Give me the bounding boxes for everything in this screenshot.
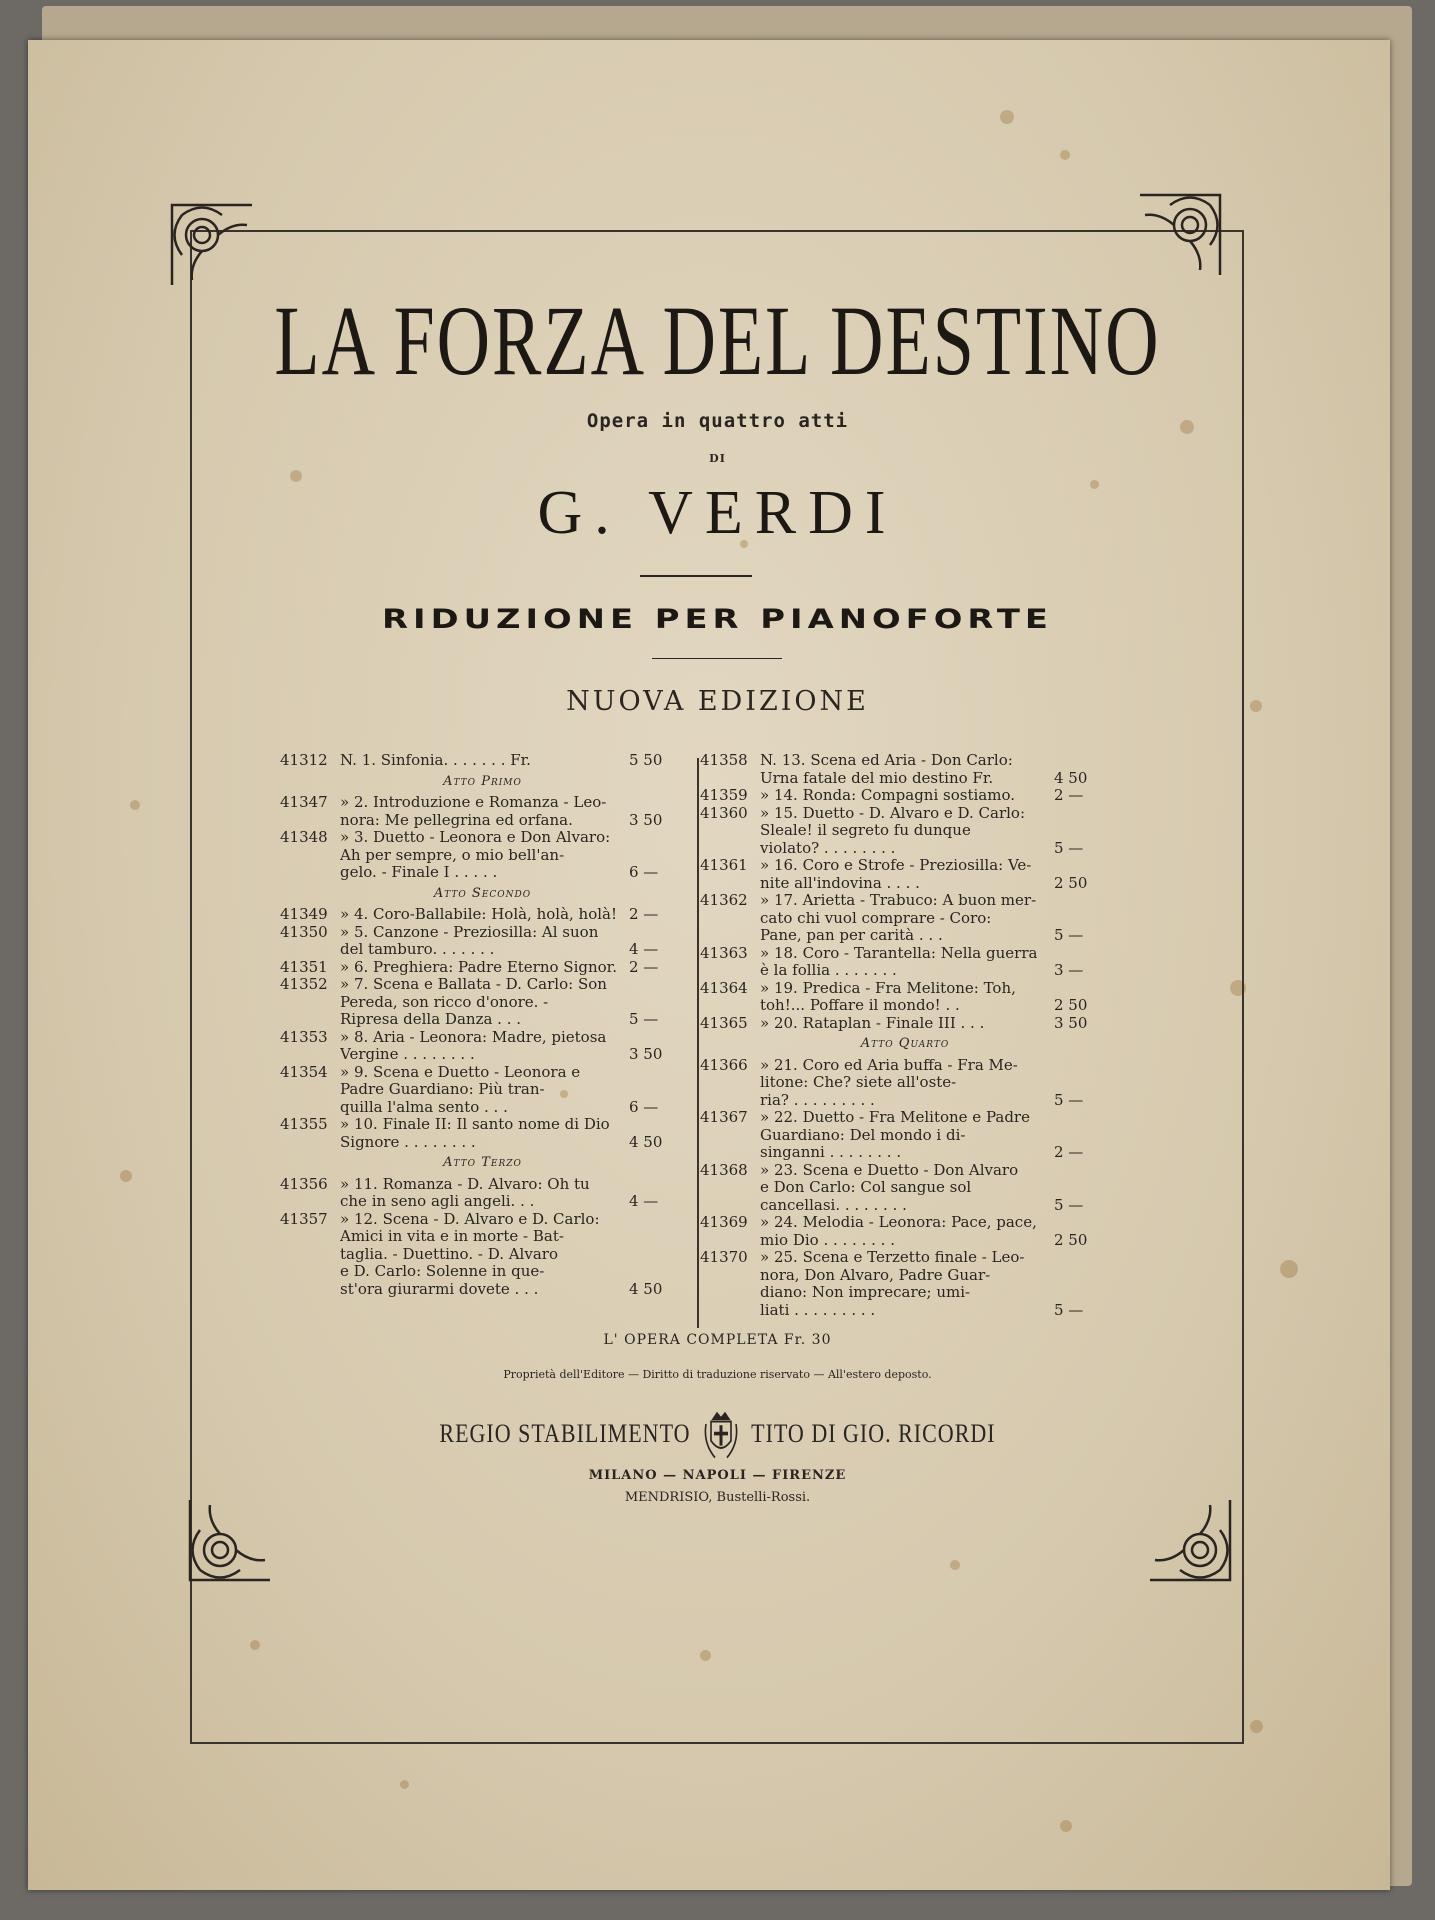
item-text: cato chi vuol comprare - Coro: <box>760 909 992 927</box>
item-line <box>760 840 1110 858</box>
catalog-number: 41352 <box>280 975 328 993</box>
catalog-number: 41368 <box>700 1160 748 1179</box>
contents-item <box>280 1116 685 1151</box>
item-line <box>760 857 1110 875</box>
item-line <box>760 1015 1110 1033</box>
item-price: 2 50 <box>1054 873 1088 892</box>
item-text: Padre Guardiano: Più tran- <box>340 1081 545 1098</box>
royal-crest-icon <box>703 1410 739 1463</box>
item-line <box>760 1057 1110 1075</box>
item-line <box>340 847 685 865</box>
contents-item <box>280 1211 685 1299</box>
item-line <box>340 829 685 847</box>
catalog-number: 41370 <box>700 1248 748 1266</box>
item-text: nite all'indovina . . . . <box>760 874 920 892</box>
item-text: » 25. Scena e Terzetto finale - Leo- <box>760 1249 1025 1266</box>
catalog-number: 41356 <box>280 1174 328 1193</box>
item-text: e Don Carlo: Col sangue sol <box>760 1179 972 1196</box>
item-price: 5 — <box>1054 1300 1084 1319</box>
catalog-number: 41349 <box>280 905 328 923</box>
contents-item <box>700 945 1110 980</box>
item-text: singanni . . . . . . . . <box>760 1144 902 1161</box>
item-line <box>340 1211 685 1229</box>
item-text: nora, Don Alvaro, Padre Guar- <box>760 1266 991 1284</box>
item-price: 4 50 <box>629 1279 663 1298</box>
item-price <box>629 1029 685 1047</box>
item-text: è la follia . . . . . . . <box>760 962 897 979</box>
item-text: » 10. Finale II: Il santo nome di Dio <box>340 1116 610 1133</box>
item-price <box>629 924 685 942</box>
item-text: » 21. Coro ed Aria buffa - Fra Me- <box>760 1056 1018 1074</box>
item-line <box>760 1144 1110 1162</box>
contents-item <box>700 1057 1110 1110</box>
item-price <box>629 994 685 1012</box>
item-text: mio Dio . . . . . . . . <box>760 1231 895 1249</box>
publisher-cities: MILANO — NAPOLI — FIRENZE <box>588 1468 847 1483</box>
item-text: quilla l'alma sento . . . <box>340 1098 508 1116</box>
item-text: » 8. Aria - Leonora: Madre, pietosa <box>340 1028 607 1046</box>
item-price: 5 — <box>629 1010 659 1028</box>
item-text: Guardiano: Del mondo i di- <box>760 1126 966 1144</box>
item-price <box>1054 805 1110 823</box>
item-price <box>629 976 685 994</box>
item-line <box>760 1302 1110 1320</box>
item-text: » 19. Predica - Fra Melitone: Toh, <box>760 979 1016 997</box>
item-line <box>760 1249 1110 1267</box>
item-line <box>340 924 685 942</box>
contents-item <box>700 892 1110 945</box>
item-price <box>629 1228 685 1246</box>
item-line <box>340 1134 685 1152</box>
item-price: 2 50 <box>1054 1230 1088 1249</box>
item-line <box>760 1162 1110 1180</box>
item-price <box>1054 892 1110 910</box>
item-text: litone: Che? siete all'oste- <box>760 1074 957 1091</box>
publisher-right: TITO DI GIO. RICORDI <box>751 1418 996 1449</box>
catalog-number: 41348 <box>280 828 328 846</box>
item-text: » 12. Scena - D. Alvaro e D. Carlo: <box>340 1210 600 1228</box>
item-text: Urna fatale del mio destino Fr. <box>760 769 994 787</box>
item-text: » 20. Rataplan - Finale III . . . <box>760 1014 985 1032</box>
item-line <box>760 1197 1110 1215</box>
item-price: 4 — <box>629 940 659 958</box>
contents-item <box>700 805 1110 858</box>
item-price <box>1054 910 1110 928</box>
item-text: N. 13. Scena ed Aria - Don Carlo: <box>760 752 1013 769</box>
item-line <box>760 805 1110 823</box>
item-text: violato? . . . . . . . . <box>760 839 896 857</box>
item-line <box>340 941 685 959</box>
item-line <box>340 1064 685 1082</box>
item-line <box>340 906 685 924</box>
catalog-number: 41366 <box>700 1055 748 1074</box>
item-price: 2 — <box>629 957 659 976</box>
item-line <box>340 812 685 830</box>
item-text: » 14. Ronda: Compagni sostiamo. <box>760 787 1015 804</box>
item-text: taglia. - Duettino. - D. Alvaro <box>340 1245 558 1263</box>
item-text: N. 1. Sinfonia. . . . . . . Fr. <box>340 752 531 769</box>
catalog-number: 41312 <box>280 751 328 769</box>
item-text: del tamburo. . . . . . . <box>340 941 495 958</box>
item-text: » 9. Scena e Duetto - Leonora e <box>340 1063 581 1081</box>
item-price <box>1054 1284 1110 1302</box>
item-line <box>340 1116 685 1134</box>
item-price <box>1054 1074 1110 1092</box>
item-text: st'ora giurarmi dovete . . . <box>340 1280 539 1298</box>
contents-item <box>280 976 685 1029</box>
item-price <box>1054 980 1110 998</box>
catalog-number: 41351 <box>280 957 328 976</box>
corner-ornament-icon <box>1145 1495 1240 1590</box>
act-heading: Atto Secondo <box>433 885 532 901</box>
item-text: Pereda, son ricco d'onore. - <box>340 993 549 1011</box>
opera-title: LA FORZA DEL DESTINO <box>274 286 1161 398</box>
item-text: Amici in vita e in morte - Bat- <box>340 1228 564 1245</box>
item-price <box>1054 1162 1110 1180</box>
item-price: 5 — <box>1054 1090 1084 1109</box>
catalog-number: 41347 <box>280 793 328 811</box>
item-text: » 5. Canzone - Preziosilla: Al suon <box>340 923 599 941</box>
rights-notice: Proprietà dell'Editore — Diritto di traduzione riservato — All'estero deposto. <box>503 1368 932 1381</box>
item-price <box>1054 857 1110 875</box>
item-text: liati . . . . . . . . . <box>760 1301 876 1319</box>
item-text: gelo. - Finale I . . . . . <box>340 864 498 881</box>
catalog-number: 41360 <box>700 803 748 822</box>
contents-item <box>700 787 1110 805</box>
catalog-number: 41363 <box>700 943 748 962</box>
item-line <box>760 1074 1110 1092</box>
item-text: Ripresa della Danza . . . <box>340 1011 522 1028</box>
item-price <box>629 1176 685 1194</box>
item-price: 2 — <box>1054 786 1084 804</box>
item-line <box>760 770 1110 788</box>
contents-item <box>700 857 1110 892</box>
item-line <box>760 980 1110 998</box>
contents-item <box>280 829 685 882</box>
item-price: 2 50 <box>1054 996 1088 1014</box>
item-line <box>340 1176 685 1194</box>
opera-subtitle: Opera in quattro atti <box>586 410 849 432</box>
item-line <box>760 997 1110 1015</box>
item-line <box>760 927 1110 945</box>
item-line <box>340 976 685 994</box>
item-price <box>629 1081 685 1099</box>
item-line <box>340 1099 685 1117</box>
item-price <box>629 829 685 847</box>
item-line <box>340 1011 685 1029</box>
complete-opera-price: L' OPERA COMPLETA Fr. 30 <box>603 1332 832 1348</box>
item-price: 3 50 <box>629 810 663 829</box>
contents-item <box>280 752 685 770</box>
item-text: » 17. Arietta - Trabuco: A buon mer- <box>760 892 1037 909</box>
item-line <box>340 1246 685 1264</box>
publisher-left: REGIO STABILIMENTO <box>439 1418 691 1449</box>
item-price: 4 50 <box>629 1132 663 1151</box>
item-price <box>1054 1179 1110 1197</box>
contents-item <box>280 959 685 977</box>
item-line <box>760 1267 1110 1285</box>
catalog-number: 41354 <box>280 1062 328 1081</box>
catalog-number: 41365 <box>700 1013 748 1032</box>
catalog-number: 41362 <box>700 891 748 909</box>
corner-ornament-icon <box>180 1495 275 1590</box>
item-price <box>1054 1109 1110 1127</box>
item-price: 3 — <box>1054 961 1084 979</box>
item-text: » 18. Coro - Tarantella: Nella guerra <box>760 944 1038 962</box>
contents-item <box>280 906 685 924</box>
by-label: DI <box>709 452 726 465</box>
item-line <box>760 892 1110 910</box>
item-price: 5 — <box>1054 926 1084 944</box>
item-price <box>1054 1127 1110 1145</box>
column-divider <box>697 758 699 1328</box>
publisher-line <box>0 1410 1435 1463</box>
item-line <box>340 794 685 812</box>
item-price: 5 — <box>1054 1195 1084 1214</box>
item-text: Pane, pan per carità . . . <box>760 927 943 944</box>
item-line <box>760 1179 1110 1197</box>
item-line <box>760 875 1110 893</box>
item-text: » 22. Duetto - Fra Melitone e Padre <box>760 1109 1030 1126</box>
contents-item <box>280 794 685 829</box>
catalog-number: 41358 <box>700 751 748 769</box>
item-line <box>760 1109 1110 1127</box>
item-line <box>760 910 1110 928</box>
item-line <box>760 1127 1110 1145</box>
contents-item <box>700 752 1110 787</box>
item-text: che in seno agli angeli. . . <box>340 1193 535 1210</box>
item-text: Ah per sempre, o mio bell'an- <box>340 846 565 864</box>
act-heading: Atto Primo <box>443 773 522 789</box>
corner-ornament-icon <box>162 195 257 290</box>
contents-item <box>280 924 685 959</box>
item-price: 2 — <box>1054 1143 1084 1161</box>
item-line <box>340 1029 685 1047</box>
act-heading: Atto Quarto <box>860 1036 950 1051</box>
catalog-number: 41367 <box>700 1108 748 1126</box>
item-price: 5 — <box>1054 838 1084 857</box>
item-price <box>629 1116 685 1134</box>
catalog-number: 41350 <box>280 922 328 941</box>
item-price: 6 — <box>629 863 659 881</box>
item-price: 3 50 <box>629 1045 663 1063</box>
item-price <box>629 1263 685 1281</box>
item-text: » 23. Scena e Duetto - Don Alvaro <box>760 1161 1019 1179</box>
catalog-number: 41361 <box>700 856 748 874</box>
item-line <box>340 864 685 882</box>
item-text: Sleale! il segreto fu dunque <box>760 822 971 839</box>
composer-name: G. VERDI <box>537 479 898 547</box>
item-text: » 24. Melodia - Leonora: Pace, pace, <box>760 1214 1037 1231</box>
item-text: » 7. Scena e Ballata - D. Carlo: Son <box>340 976 607 993</box>
item-line <box>340 1046 685 1064</box>
item-text: e D. Carlo: Solenne in que- <box>340 1263 545 1280</box>
item-line <box>760 822 1110 840</box>
item-price <box>1054 1267 1110 1285</box>
item-price <box>629 1246 685 1264</box>
item-line <box>340 1281 685 1299</box>
corner-ornament-icon <box>1135 185 1230 280</box>
item-line <box>760 962 1110 980</box>
item-price <box>629 1064 685 1082</box>
item-line <box>760 945 1110 963</box>
item-line <box>340 1263 685 1281</box>
item-line <box>760 1092 1110 1110</box>
act-heading: Atto Terzo <box>443 1155 522 1170</box>
item-price <box>1054 1249 1110 1267</box>
item-text: » 16. Coro e Strofe - Preziosilla: Ve- <box>760 857 1032 874</box>
item-line <box>760 787 1110 805</box>
item-line <box>760 1214 1110 1232</box>
item-price <box>1054 752 1110 770</box>
item-line <box>340 1193 685 1211</box>
item-line <box>760 752 1110 770</box>
item-price <box>1054 945 1110 963</box>
item-price: 4 50 <box>1054 768 1088 787</box>
item-price <box>629 847 685 865</box>
contents-item <box>700 980 1110 1015</box>
item-text: cancellasi. . . . . . . . <box>760 1196 907 1214</box>
item-line <box>340 1228 685 1246</box>
contents-item <box>700 1214 1110 1249</box>
item-price: 3 50 <box>1054 1013 1088 1032</box>
item-text: » 4. Coro-Ballabile: Holà, holà, holà! <box>340 906 618 923</box>
item-price: 5 50 <box>629 751 663 769</box>
item-text: Vergine . . . . . . . . <box>340 1046 475 1063</box>
contents-item <box>280 1029 685 1064</box>
item-price: 4 — <box>629 1192 659 1210</box>
item-price: 6 — <box>629 1097 659 1116</box>
item-line <box>340 752 685 770</box>
catalog-number: 41359 <box>700 786 748 804</box>
catalog-number: 41364 <box>700 978 748 997</box>
contents-item <box>700 1249 1110 1319</box>
contents-left-column <box>280 752 685 1298</box>
item-text: toh!... Poffare il mondo! . . <box>760 997 960 1014</box>
printer-line: MENDRISIO, Bustelli-Rossi. <box>624 1490 811 1505</box>
item-text: » 3. Duetto - Leonora e Don Alvaro: <box>340 829 611 846</box>
item-text: » 15. Duetto - D. Alvaro e D. Carlo: <box>760 804 1026 822</box>
contents-item <box>280 1064 685 1117</box>
item-line <box>760 1232 1110 1250</box>
item-price <box>1054 822 1110 840</box>
contents-item <box>700 1162 1110 1215</box>
catalog-number: 41357 <box>280 1209 328 1228</box>
item-text: » 11. Romanza - D. Alvaro: Oh tu <box>340 1175 590 1193</box>
contents-item <box>700 1015 1110 1033</box>
contents-right-column <box>700 752 1110 1319</box>
contents-item <box>700 1109 1110 1162</box>
item-price <box>629 1211 685 1229</box>
contents-item <box>280 1176 685 1211</box>
item-price: 2 — <box>629 905 659 923</box>
item-price <box>629 794 685 812</box>
item-line <box>340 959 685 977</box>
item-price <box>1054 1057 1110 1075</box>
item-price <box>1054 1214 1110 1232</box>
divider <box>640 575 752 577</box>
reduction-heading: RIDUZIONE PER PIANOFORTE <box>382 604 1053 635</box>
catalog-number: 41369 <box>700 1213 748 1231</box>
divider <box>652 658 782 659</box>
item-text: diano: Non imprecare; umi- <box>760 1284 971 1301</box>
item-line <box>760 1284 1110 1302</box>
item-line <box>340 994 685 1012</box>
catalog-number: 41353 <box>280 1027 328 1046</box>
item-line <box>340 1081 685 1099</box>
item-text: ria? . . . . . . . . . <box>760 1091 875 1109</box>
item-text: » 6. Preghiera: Padre Eterno Signor. <box>340 958 617 976</box>
item-text: nora: Me pellegrina ed orfana. <box>340 811 573 829</box>
edition-heading: NUOVA EDIZIONE <box>566 686 869 717</box>
item-text: Signore . . . . . . . . <box>340 1133 476 1151</box>
catalog-number: 41355 <box>280 1115 328 1133</box>
item-text: » 2. Introduzione e Romanza - Leo- <box>340 794 607 811</box>
